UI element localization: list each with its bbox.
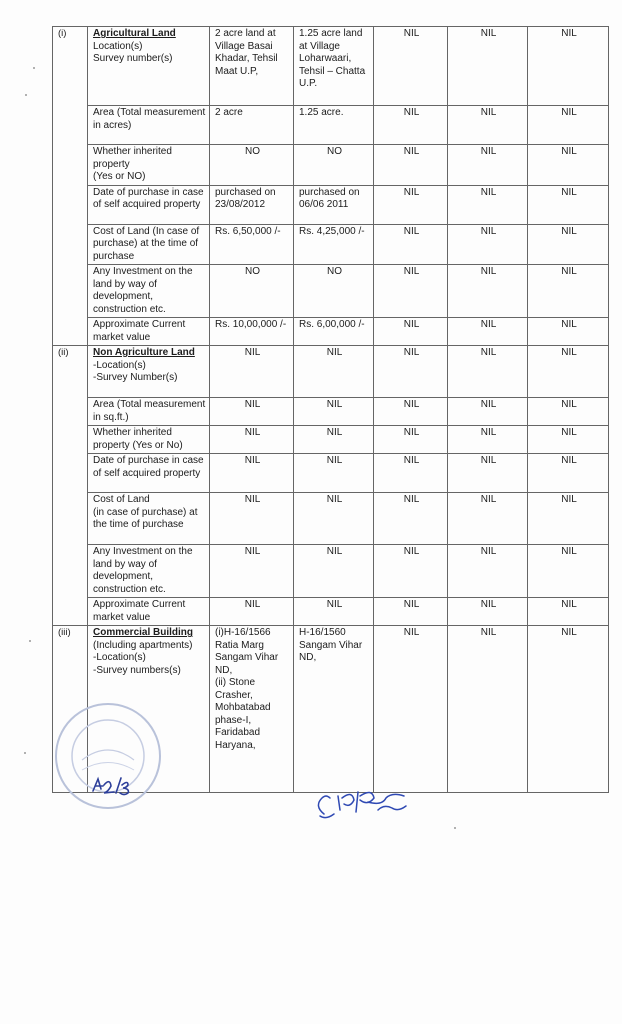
table-row xyxy=(53,398,609,426)
table-cell: NIL xyxy=(528,598,609,626)
table-cell: Rs. 10,00,000 /- xyxy=(210,318,294,346)
table-cell: NO xyxy=(294,265,374,318)
row-label-text: Area (Total measurement in sq.ft.) xyxy=(93,399,206,423)
table-cell: NIL xyxy=(528,545,609,598)
assets-table-body xyxy=(53,27,609,793)
table-cell: NIL xyxy=(210,493,294,545)
table-cell: NIL xyxy=(448,27,528,106)
table-cell: NIL xyxy=(528,626,609,793)
table-cell: NIL xyxy=(528,27,609,106)
row-label xyxy=(88,493,210,545)
table-cell: NIL xyxy=(210,398,294,426)
table-cell: NIL xyxy=(374,626,448,793)
table-cell: NIL xyxy=(528,398,609,426)
table-cell: NIL xyxy=(448,224,528,265)
row-label xyxy=(88,185,210,224)
table-cell: NIL xyxy=(374,598,448,626)
row-label-text: Approximate Current market value xyxy=(93,319,186,343)
table-row xyxy=(53,145,609,186)
row-label-text: Any Investment on the land by way of development, construction etc. xyxy=(93,546,193,595)
table-cell: NIL xyxy=(448,318,528,346)
table-cell: 1.25 acre. xyxy=(294,106,374,145)
table-cell: NIL xyxy=(528,106,609,145)
table-cell: NIL xyxy=(294,346,374,398)
table-cell: NIL xyxy=(374,145,448,186)
table-cell: NIL xyxy=(210,346,294,398)
table-cell: NIL xyxy=(210,454,294,493)
section-number: (ii) xyxy=(53,346,88,626)
table-cell: NIL xyxy=(210,426,294,454)
table-cell: NO xyxy=(210,265,294,318)
table-cell: NIL xyxy=(374,265,448,318)
table-cell: NIL xyxy=(374,493,448,545)
table-cell: NIL xyxy=(448,426,528,454)
table-cell: NIL xyxy=(528,318,609,346)
row-label-text: Whether inherited property (Yes or NO) xyxy=(93,146,172,182)
row-label xyxy=(88,27,210,106)
table-cell: NO xyxy=(210,145,294,186)
table-row xyxy=(53,106,609,145)
scan-speck xyxy=(24,752,26,754)
section-number: (i) xyxy=(53,27,88,346)
table-cell: NIL xyxy=(448,545,528,598)
table-cell: NIL xyxy=(528,265,609,318)
table-cell: purchased on 06/06 2011 xyxy=(294,185,374,224)
table-cell: Rs. 4,25,000 /- xyxy=(294,224,374,265)
table-cell: NIL xyxy=(374,454,448,493)
table-cell: NIL xyxy=(448,346,528,398)
row-label xyxy=(88,224,210,265)
section-heading: Agricultural Land xyxy=(93,28,176,39)
assets-table xyxy=(52,26,609,793)
row-label-text: Area (Total measurement in acres) xyxy=(93,107,206,131)
table-cell: NIL xyxy=(528,145,609,186)
row-label-text: Approximate Current market value xyxy=(93,599,186,623)
table-cell: NIL xyxy=(374,27,448,106)
table-cell: NIL xyxy=(294,398,374,426)
table-cell: 2 acre xyxy=(210,106,294,145)
table-row xyxy=(53,545,609,598)
table-cell: H-16/1560 Sangam Vihar ND, xyxy=(294,626,374,793)
table-row xyxy=(53,598,609,626)
table-cell: NIL xyxy=(528,493,609,545)
table-cell: NIL xyxy=(294,426,374,454)
row-label-text: -Location(s) -Survey Number(s) xyxy=(93,359,178,383)
handwritten-initial-date xyxy=(90,775,140,797)
table-cell: NIL xyxy=(374,346,448,398)
row-label xyxy=(88,346,210,398)
table-cell: NIL xyxy=(374,426,448,454)
table-cell: NIL xyxy=(294,598,374,626)
table-cell: NIL xyxy=(210,598,294,626)
row-label-text: (Including apartments) -Location(s) -Survey numbers(s) xyxy=(93,639,193,676)
row-label-text: Date of purchase in case of self acquired property xyxy=(93,455,204,479)
table-cell: NIL xyxy=(448,106,528,145)
row-label xyxy=(88,545,210,598)
table-cell: NIL xyxy=(448,454,528,493)
table-cell: NIL xyxy=(448,626,528,793)
row-label xyxy=(88,106,210,145)
table-cell: NIL xyxy=(374,398,448,426)
table-cell: NIL xyxy=(528,224,609,265)
table-cell: Rs. 6,50,000 /- xyxy=(210,224,294,265)
section-heading: Non Agriculture Land xyxy=(93,347,195,358)
table-cell: NIL xyxy=(448,185,528,224)
table-cell: NIL xyxy=(528,185,609,224)
table-cell: NIL xyxy=(374,545,448,598)
table-cell: NIL xyxy=(294,493,374,545)
table-cell: 1.25 acre land at Village Loharwaari, Tehsil – Chatta U.P. xyxy=(294,27,374,106)
table-cell: NIL xyxy=(448,265,528,318)
row-label-text: Date of purchase in case of self acquired property xyxy=(93,186,204,210)
table-cell: 2 acre land at Village Basai Khadar, Tehsil Maat U.P, xyxy=(210,27,294,106)
table-cell: purchased on 23/08/2012 xyxy=(210,185,294,224)
table-row xyxy=(53,346,609,398)
row-label xyxy=(88,598,210,626)
row-label-text: Cost of Land (In case of purchase) at the time of purchase xyxy=(93,225,200,262)
table-cell: NO xyxy=(294,145,374,186)
table-cell: Rs. 6,00,000 /- xyxy=(294,318,374,346)
row-label xyxy=(88,454,210,493)
table-row xyxy=(53,265,609,318)
signature xyxy=(312,784,412,824)
table-row xyxy=(53,185,609,224)
table-cell: NIL xyxy=(374,318,448,346)
table-cell: (i)H-16/1566 Ratia Marg Sangam Vihar ND, (ii) Stone Crasher, Mohbatabad phase-I, Faridabad Haryana, xyxy=(210,626,294,793)
scan-speck xyxy=(33,67,35,69)
row-label xyxy=(88,426,210,454)
table-cell: NIL xyxy=(448,145,528,186)
table-row xyxy=(53,454,609,493)
table-cell: NIL xyxy=(528,426,609,454)
row-label-text: Whether inherited property (Yes or No) xyxy=(93,427,183,451)
table-cell: NIL xyxy=(448,598,528,626)
table-row xyxy=(53,224,609,265)
table-cell: NIL xyxy=(528,346,609,398)
scan-speck xyxy=(454,827,456,829)
table-cell: NIL xyxy=(448,398,528,426)
table-cell: NIL xyxy=(374,185,448,224)
table-row xyxy=(53,27,609,106)
table-row xyxy=(53,426,609,454)
row-label xyxy=(88,265,210,318)
table-cell: NIL xyxy=(374,106,448,145)
section-number: (iii) xyxy=(53,626,88,793)
table-cell: NIL xyxy=(528,454,609,493)
row-label-text: Any Investment on the land by way of development, construction etc. xyxy=(93,266,193,315)
table-cell: NIL xyxy=(294,454,374,493)
row-label xyxy=(88,318,210,346)
section-heading: Commercial Building xyxy=(93,627,194,638)
row-label-text: Cost of Land (in case of purchase) at the time of purchase xyxy=(93,494,198,530)
scan-speck xyxy=(29,640,31,642)
row-label xyxy=(88,145,210,186)
table-cell: NIL xyxy=(448,493,528,545)
row-label-text: Location(s) Survey number(s) xyxy=(93,40,173,64)
table-cell: NIL xyxy=(210,545,294,598)
table-row xyxy=(53,493,609,545)
table-row xyxy=(53,318,609,346)
scan-speck xyxy=(25,94,27,96)
table-cell: NIL xyxy=(374,224,448,265)
row-label xyxy=(88,398,210,426)
table-cell: NIL xyxy=(294,545,374,598)
